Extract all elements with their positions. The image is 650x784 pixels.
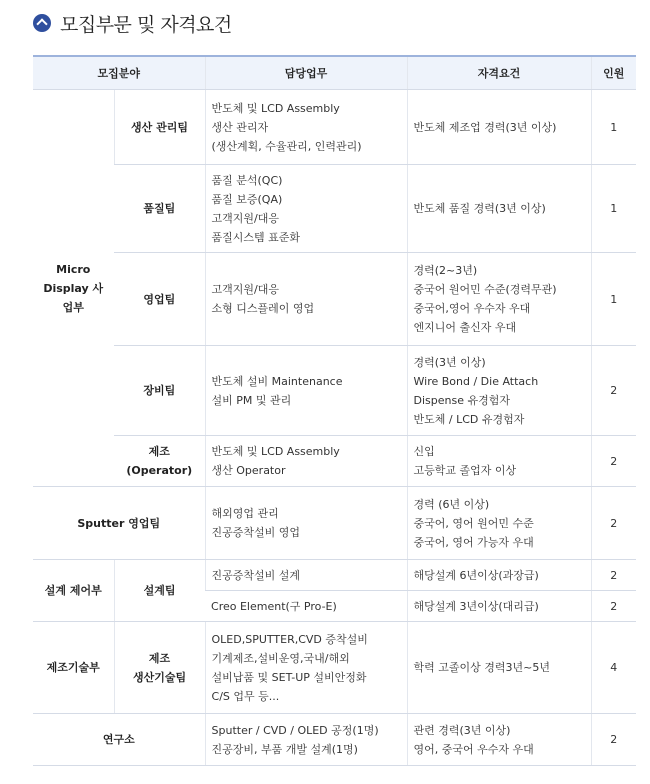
duty-line: 설비납품 및 SET-UP 설비안정화 <box>211 670 367 684</box>
qualification-line: 중국어, 영어 원어민 수준 <box>413 516 534 530</box>
header-qualification: 자격요건 <box>407 56 591 90</box>
duty-line: (생산계획, 수율관리, 인력관리) <box>211 139 362 153</box>
team-label: 제조 <box>148 651 171 665</box>
qualification-line: 중국어, 영어 가능자 우대 <box>413 535 534 549</box>
duty-line: 기계제조,설비운영,국내/해외 <box>211 651 350 665</box>
qualification-line: 반도체 제조업 경력(3년 이상) <box>413 120 557 134</box>
qualification-line: 중국어 원어민 수준(경력무관) <box>413 283 557 296</box>
duty-cell <box>205 714 407 766</box>
qualification-cell <box>407 165 591 253</box>
section-heading <box>33 8 232 38</box>
qualification-cell <box>407 591 591 622</box>
qualification-line: 해당설계 3년이상(대리급) <box>413 599 539 613</box>
qualification-cell <box>407 714 591 766</box>
qualification-line: 엔지니어 출신자 우대 <box>413 321 517 334</box>
division-cell <box>33 714 205 766</box>
qualification-cell <box>407 346 591 436</box>
count-cell: 4 <box>591 622 636 714</box>
table-row <box>33 165 636 253</box>
duty-cell <box>205 622 407 714</box>
team-cell <box>114 165 205 253</box>
count-cell: 2 <box>591 560 636 591</box>
division-label: Micro Display 사업부 <box>43 262 104 314</box>
duty-line: 생산 관리자 <box>211 120 269 134</box>
duty-line: C/S 업무 등... <box>211 689 280 703</box>
duty-line: Creo Element(구 Pro-E) <box>211 599 337 613</box>
table-row <box>33 253 636 346</box>
qualification-line: 중국어,영어 우수자 우대 <box>413 302 531 315</box>
header-field: 모집분야 <box>33 56 205 90</box>
division-cell <box>33 90 114 487</box>
count-cell: 2 <box>591 714 636 766</box>
duty-line: 반도체 및 LCD Assembly <box>211 101 340 115</box>
duty-line: Sputter / CVD / OLED 공정(1명) <box>211 723 379 737</box>
team-label: 생산기술팀 <box>132 670 187 684</box>
count-cell: 2 <box>591 436 636 487</box>
table-row <box>33 346 636 436</box>
qualification-line: 반도체 품질 경력(3년 이상) <box>413 202 546 215</box>
recruitment-table <box>33 55 636 766</box>
duty-line: 고객지원/대응 <box>211 211 279 225</box>
count-cell: 1 <box>591 165 636 253</box>
division-label: 제조기술부 <box>46 661 100 674</box>
qualification-line: Dispense 유경험자 <box>413 393 510 407</box>
division-label: Sputter 영업팀 <box>77 516 161 530</box>
qualification-cell <box>407 436 591 487</box>
team-cell <box>114 346 205 436</box>
duty-line: 해외영업 관리 <box>211 507 279 520</box>
team-cell <box>114 436 205 487</box>
duty-line: 반도체 및 LCD Assembly <box>211 445 340 458</box>
qualification-line: 영어, 중국어 우수자 우대 <box>413 742 534 756</box>
qualification-line: 반도체 / LCD 유경험자 <box>413 412 525 426</box>
header-duty: 담당업무 <box>205 56 407 90</box>
duty-cell <box>205 165 407 253</box>
qualification-line: 관련 경력(3년 이상) <box>413 723 511 737</box>
table-row <box>33 436 636 487</box>
qualification-line: 경력(2~3년) <box>413 264 478 277</box>
duty-cell <box>205 346 407 436</box>
table-row <box>33 560 636 591</box>
count-cell: 1 <box>591 253 636 346</box>
team-cell <box>114 90 205 165</box>
qualification-line: 경력(3년 이상) <box>413 355 486 369</box>
duty-line: 설비 PM 및 관리 <box>211 393 292 407</box>
qualification-cell <box>407 560 591 591</box>
duty-cell <box>205 253 407 346</box>
division-label: 연구소 <box>102 733 135 746</box>
duty-cell <box>205 560 407 591</box>
duty-line: 고객지원/대응 <box>211 283 279 296</box>
qualification-cell <box>407 487 591 560</box>
qualification-line: 학력 고졸이상 경력3년~5년 <box>413 661 550 674</box>
qualification-cell <box>407 622 591 714</box>
duty-line: 품질시스템 표준화 <box>211 230 301 244</box>
division-cell <box>33 487 205 560</box>
team-label: 품질팀 <box>143 202 176 215</box>
duty-line: 진공증착설비 영업 <box>211 526 301 539</box>
qualification-line: 고등학교 졸업자 이상 <box>413 464 517 477</box>
table-row <box>33 714 636 766</box>
team-label: 제조 <box>148 445 170 458</box>
team-label: (Operator) <box>126 464 193 477</box>
header-count: 인원 <box>591 56 636 90</box>
table-row <box>33 622 636 714</box>
team-label: 생산 관리팀 <box>131 120 188 134</box>
duty-cell <box>205 591 407 622</box>
team-label: 장비팀 <box>143 384 176 397</box>
qualification-line: Wire Bond / Die Attach <box>413 374 539 388</box>
qualification-line: 경력 (6년 이상) <box>413 497 490 511</box>
header-row <box>33 56 636 90</box>
duty-line: 품질 보증(QA) <box>211 192 283 206</box>
duty-line: 생산 Operator <box>211 464 286 477</box>
duty-line: 소형 디스플레이 영업 <box>211 302 315 315</box>
duty-cell <box>205 436 407 487</box>
duty-line: 반도체 설비 Maintenance <box>211 374 343 388</box>
team-label: 설계팀 <box>143 584 176 597</box>
table-row <box>33 90 636 165</box>
division-cell <box>33 622 114 714</box>
duty-cell <box>205 487 407 560</box>
team-cell <box>114 622 205 714</box>
team-cell <box>114 253 205 346</box>
count-cell: 2 <box>591 591 636 622</box>
division-label: 설계 제어부 <box>44 584 102 597</box>
section-title: 모집부문 및 자격요건 <box>60 13 232 36</box>
duty-cell <box>205 90 407 165</box>
duty-line: OLED,SPUTTER,CVD 증착설비 <box>211 632 368 646</box>
count-cell: 2 <box>591 346 636 436</box>
chevron-up-circle-icon <box>33 14 51 32</box>
count-cell: 1 <box>591 90 636 165</box>
count-cell: 2 <box>591 487 636 560</box>
division-cell <box>33 560 114 622</box>
qualification-cell <box>407 90 591 165</box>
duty-line: 품질 분석(QC) <box>211 173 283 187</box>
team-label: 영업팀 <box>143 292 176 306</box>
duty-line: 진공증착설비 설계 <box>211 568 301 582</box>
team-cell <box>114 560 205 622</box>
qualification-line: 해당설계 6년이상(과장급) <box>413 568 539 582</box>
duty-line: 진공장비, 부품 개발 설계(1명) <box>211 742 358 756</box>
qualification-cell <box>407 253 591 346</box>
table-row <box>33 487 636 560</box>
qualification-line: 신입 <box>413 445 435 458</box>
